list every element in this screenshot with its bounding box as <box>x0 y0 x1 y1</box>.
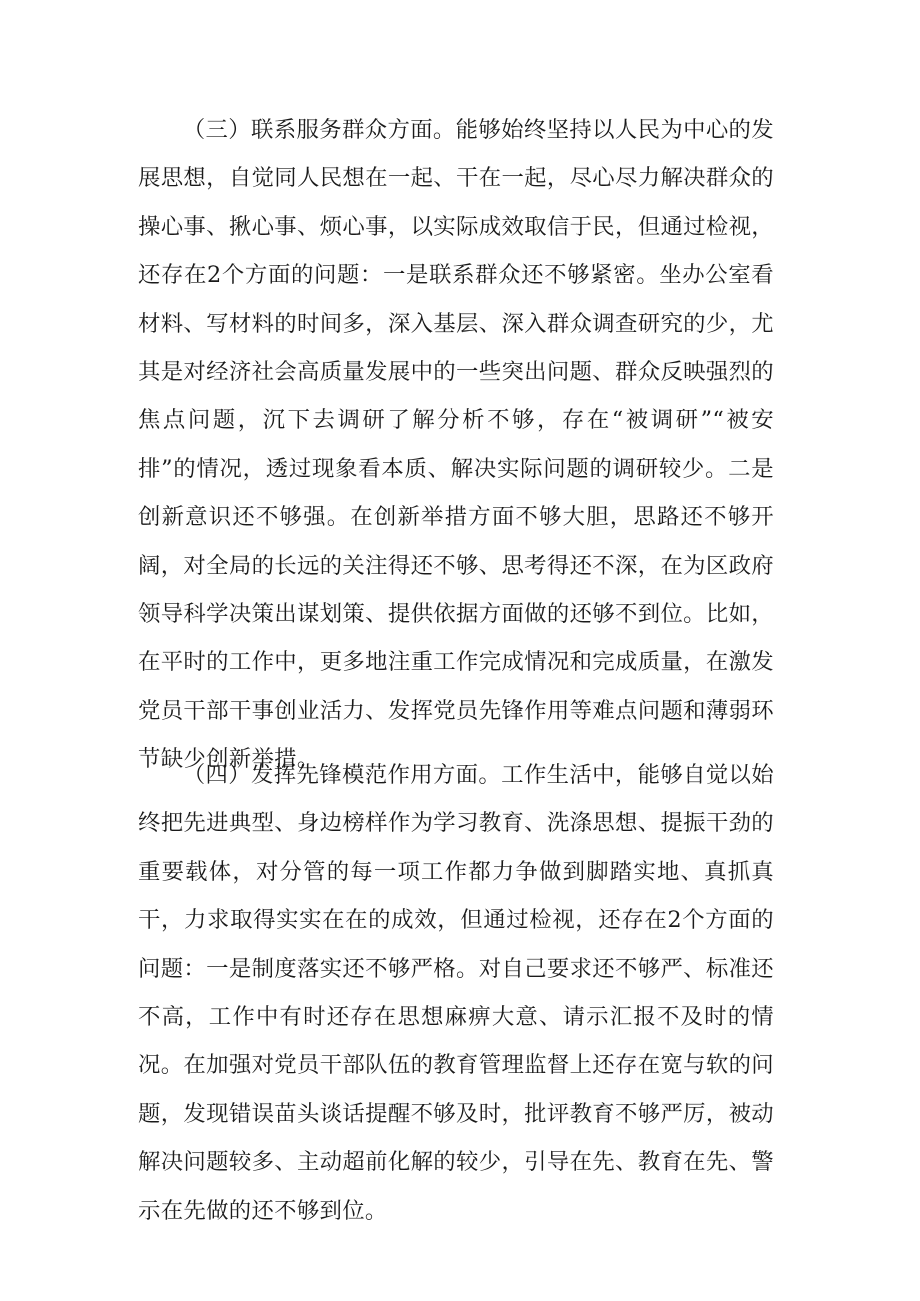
paragraph-section-3: （三）联系服务群众方面。能够始终坚持以人民为中心的发展思想，自觉同人民想在一起、干在一起，尽心尽力解决群众的操心事、揪心事、烦心事，以实际成效取信于民，但通过检视，还存在2个方面的问题：一是联系群众还不够紧密。坐办公室看材料、写材料的时间多，深入基层、深入群众调查研究的少，尤其是对经济社会高质量发展中的一些突出问题、群众反映强烈的焦点问题，沉下去调研了解分析不够，存在“被调研”“被安排”的情况，透过现象看本质、解决实际问题的调研较少。二是创新意识还不够强。在创新举措方面不够大胆，思路还不够开阔，对全局的长远的关注得还不够、思考得还不深，在为区政府领导科学决策出谋划策、提供依据方面做的还够不到位。比如，在平时的工作中，更多地注重工作完成情况和完成质量，在激发党员干部干事创业活力、发挥党员先锋作用等难点问题和薄弱环节缺少创新举措。 <box>138 117 774 773</box>
paragraph-section-4: （四）发挥先锋模范作用方面。工作生活中，能够自觉以始终把先进典型、身边榜样作为学习教育、洗涤思想、提振干劲的重要载体，对分管的每一项工作都力争做到脚踏实地、真抓真干，力求取得实实在在的成效，但通过检视，还存在2个方面的问题：一是制度落实还不够严格。对自己要求还不够严、标准还不高，工作中有时还存在思想麻痹大意、请示汇报不及时的情况。在加强对党员干部队伍的教育管理监督上还存在宽与软的问题，发现错误苗头谈话提醒不够及时，批评教育不够严厉，被动解决问题较多、主动超前化解的较少，引导在先、教育在先、警示在先做的还不够到位。 <box>138 762 774 1224</box>
